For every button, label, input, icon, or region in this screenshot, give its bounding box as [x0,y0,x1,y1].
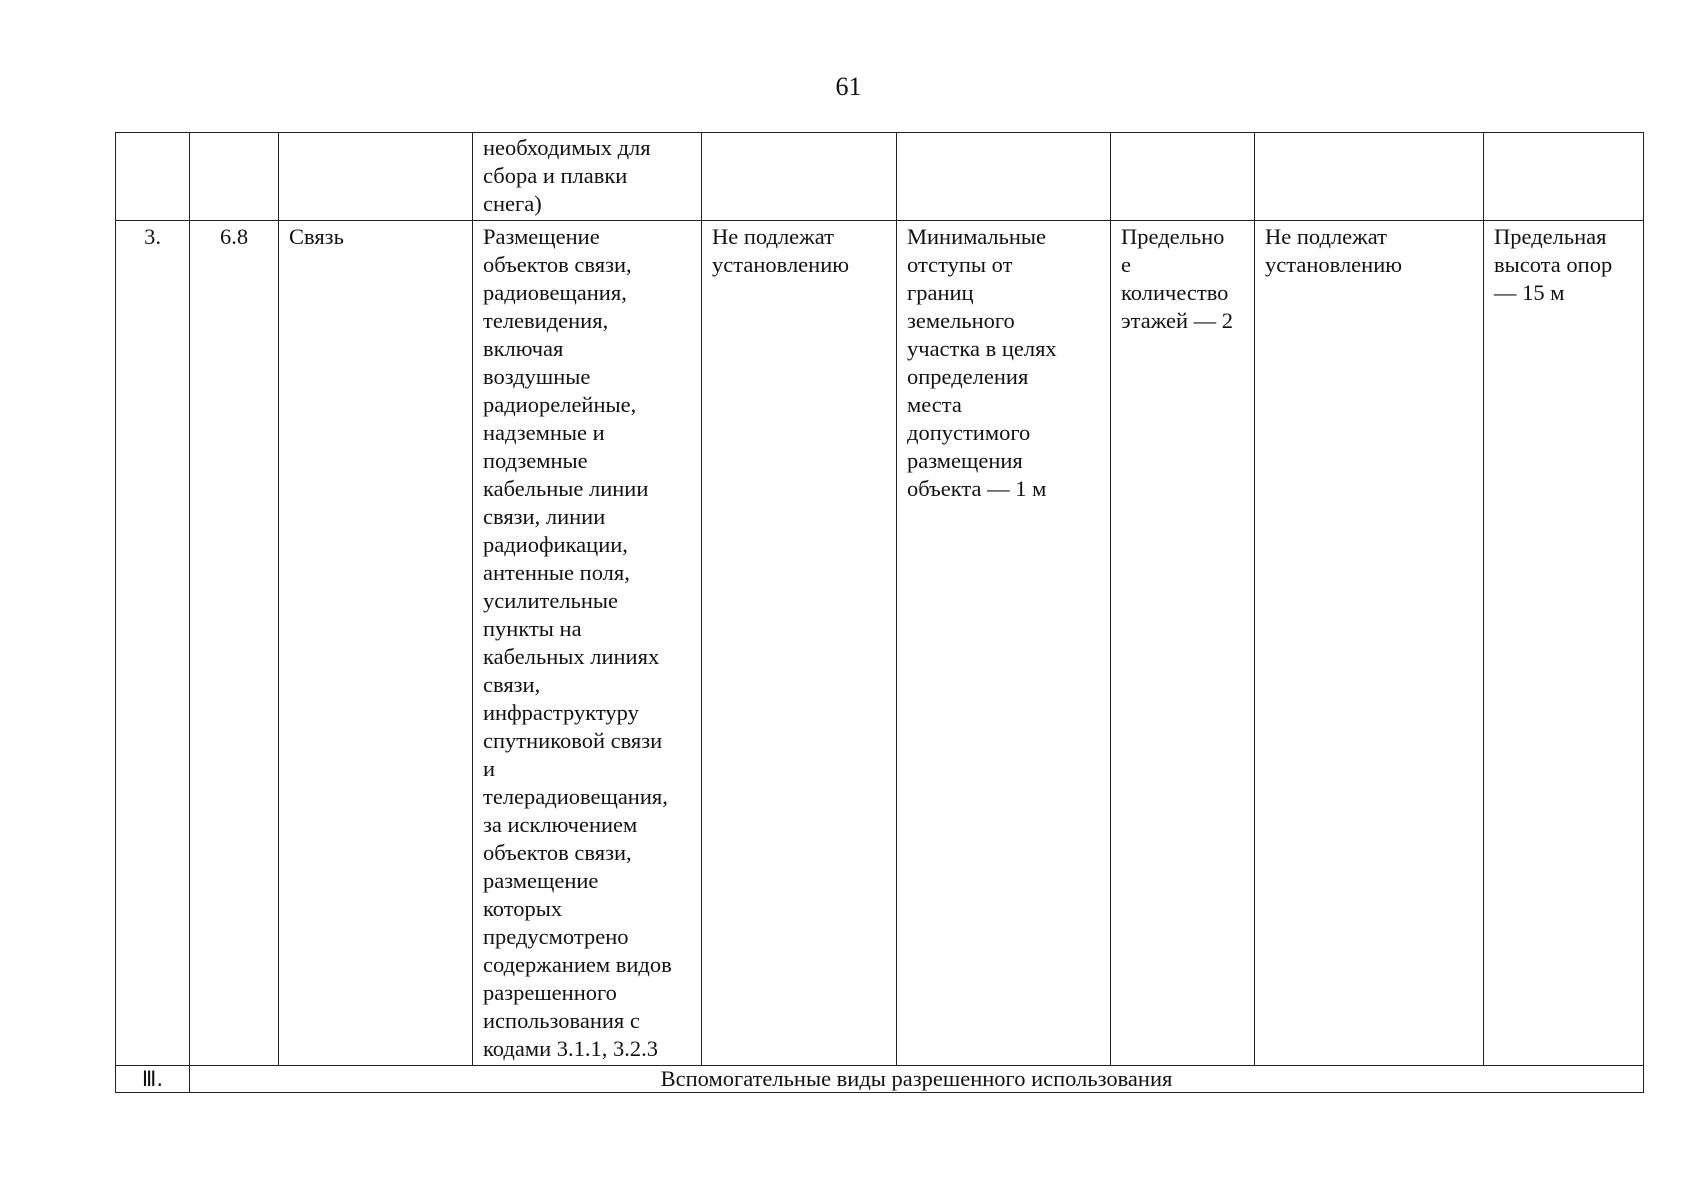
height-line: высота опор [1494,252,1613,277]
section-number: Ⅲ. [116,1066,190,1093]
setbacks-line: Минимальные [907,224,1047,249]
setbacks-line: отступы от [907,252,1013,277]
description-line: воздушные [483,364,591,389]
section-title: Вспомогательные виды разрешенного использования [190,1066,1644,1093]
description-line: сбора и плавки [483,163,628,188]
cell-code [190,133,279,221]
description-line: кодами 3.1.1, 3.2.3 [483,1036,658,1061]
setbacks-line: допустимого [907,420,1031,445]
description-line: разрешенного [483,980,617,1005]
coverage-line: установлению [1265,252,1403,277]
area-line: установлению [712,252,850,277]
cell-coverage [1255,133,1484,221]
height-line: — 15 м [1494,280,1565,305]
description-line: связи, [483,672,541,697]
description-line: Размещение [483,224,600,249]
page-number: 61 [835,72,862,101]
floors-line: количество [1121,280,1229,305]
floors-line: е [1121,252,1131,277]
description-line: инфраструктуру [483,700,639,725]
description-line: телевидения, [483,308,609,333]
cell-description [473,221,702,1066]
cell-num [116,133,190,221]
table-row-communications [116,221,1644,1066]
description-line: связи, линии [483,504,606,529]
floors-line: Предельно [1121,224,1225,249]
description-line: кабельных линиях [483,644,660,669]
cell-description [473,133,702,221]
setbacks-line: размещения [907,448,1023,473]
description-line: радиорелейные, [483,392,637,417]
coverage-line: Не подлежат [1265,224,1387,249]
description-line: и [483,756,496,781]
cell-num: 3. [116,221,190,1066]
description-line: размещение [483,868,599,893]
cell-floors [1111,221,1255,1066]
floors-line: этажей — 2 [1121,308,1234,333]
description-line: предусмотрено [483,924,629,949]
setbacks-line: земельного [907,308,1015,333]
table-row-continued [116,133,1644,221]
area-line: Не подлежат [712,224,834,249]
setbacks-line: объекта — 1 м [907,476,1047,501]
setbacks-line: места [907,392,962,417]
setbacks-line: участка в целях [907,336,1057,361]
description-line: радиофикации, [483,532,628,557]
description-line: содержанием видов [483,952,672,977]
setbacks-line: границ [907,280,974,305]
description-line: объектов связи, [483,252,632,277]
description-line: телерадиовещания, [483,784,668,809]
description-line: снега) [483,191,542,216]
cell-setbacks [897,133,1111,221]
description-line: надземные и [483,420,605,445]
cell-code: 6.8 [190,221,279,1066]
description-line: необходимых для [483,135,651,160]
cell-area [702,133,897,221]
table-row-section-header [116,1066,1644,1093]
description-line: спутниковой связи [483,728,663,753]
description-line: усилительные [483,588,618,613]
regulations-table [115,132,1644,1093]
cell-setbacks [897,221,1111,1066]
description-line: которых [483,896,563,921]
description-line: антенные поля, [483,560,630,585]
cell-height [1484,133,1644,221]
cell-name: Связь [279,221,473,1066]
description-line: за исключением [483,812,638,837]
cell-height [1484,221,1644,1066]
cell-coverage [1255,221,1484,1066]
setbacks-line: определения [907,364,1029,389]
description-line: подземные [483,448,588,473]
description-line: использования с [483,1008,640,1033]
description-line: объектов связи, [483,840,632,865]
cell-name [279,133,473,221]
description-line: пункты на [483,616,582,641]
description-line: включая [483,336,564,361]
cell-area [702,221,897,1066]
description-line: кабельные линии [483,476,649,501]
height-line: Предельная [1494,224,1607,249]
description-line: радиовещания, [483,280,627,305]
cell-floors [1111,133,1255,221]
